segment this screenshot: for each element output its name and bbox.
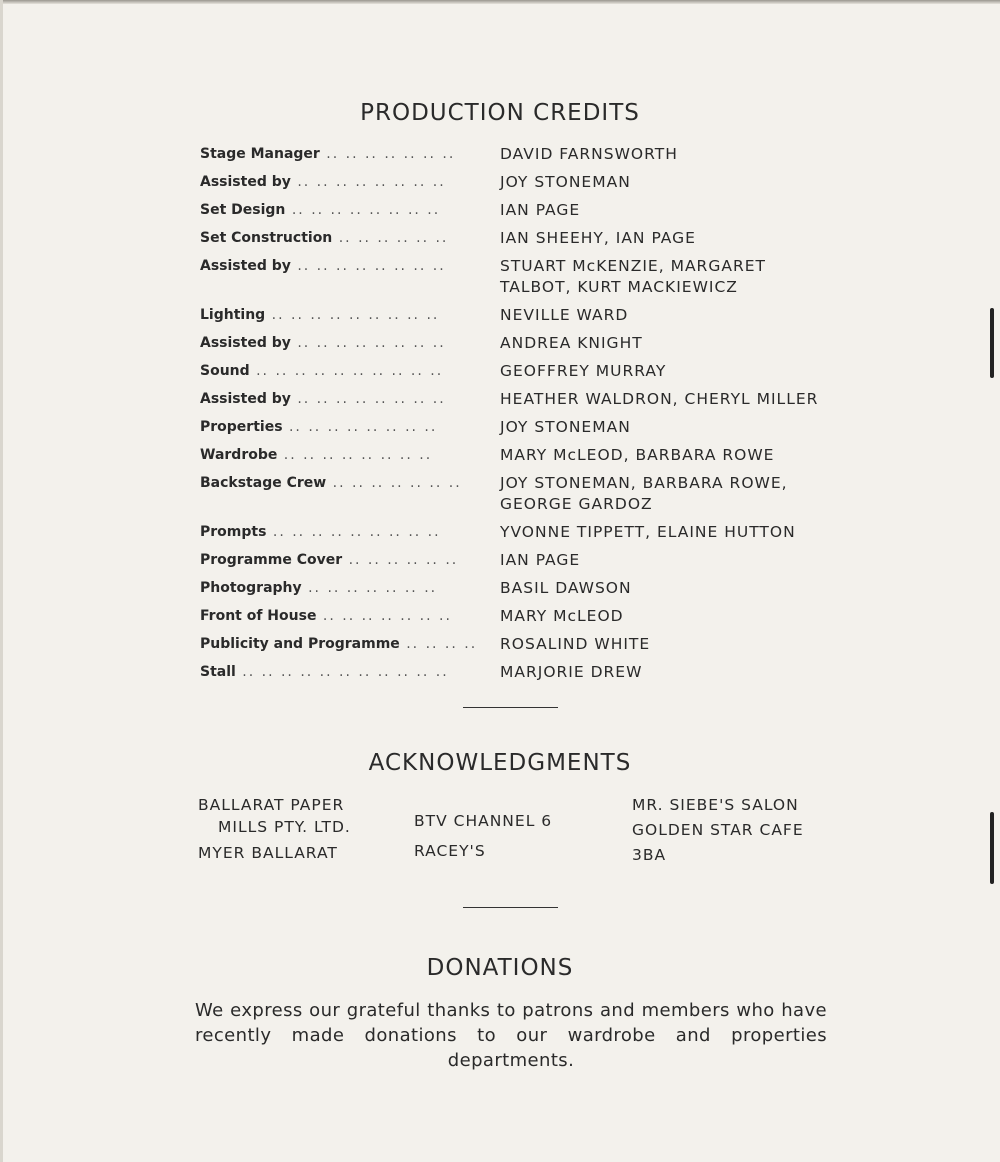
credit-role (200, 551, 500, 570)
leader-dots: .. .. .. .. .. .. .. .. .. (265, 307, 440, 323)
production-credits-list (200, 145, 840, 691)
acknowledgments-heading: ACKNOWLEDGMENTS (368, 750, 632, 776)
credit-role (200, 257, 500, 276)
credit-row (200, 257, 840, 298)
credit-role-label: Front of House (200, 608, 317, 624)
acknowledgment-item: BALLARAT PAPER (198, 796, 345, 814)
section-divider-1 (463, 707, 558, 708)
credit-name: MARJORIE DREW (500, 663, 643, 681)
acknowledgment-item: GOLDEN STAR CAFE (632, 821, 804, 839)
leader-dots: .. .. .. .. .. .. .. (316, 608, 452, 624)
credit-role-label: Assisted by (200, 335, 291, 351)
binding-mark-upper (990, 308, 994, 378)
credit-role (200, 173, 500, 192)
acknowledgment-item: MR. SIEBE'S SALON (632, 796, 799, 814)
page-left-edge (0, 0, 3, 1162)
credit-role-label: Assisted by (200, 391, 291, 407)
leader-dots: .. .. .. .. .. .. .. (319, 146, 456, 162)
credit-name: JOY STONEMAN, BARBARA ROWE, GEORGE GARDOZ (500, 474, 788, 513)
credit-row (200, 334, 840, 354)
acknowledgment-item: 3BA (632, 846, 667, 864)
leader-dots: .. .. .. .. .. .. .. .. .. (266, 524, 441, 540)
credit-role-label: Properties (200, 419, 283, 435)
credit-role-label: Sound (200, 363, 250, 379)
leader-dots: .. .. .. .. .. .. .. .. .. .. .. (235, 664, 449, 680)
credit-row (200, 362, 840, 382)
credit-role (200, 334, 500, 353)
credit-role (200, 579, 500, 598)
credit-name: IAN PAGE (500, 551, 581, 569)
credit-row (200, 173, 840, 193)
credit-role-label: Programme Cover (200, 552, 343, 568)
credit-role-label: Set Design (200, 202, 286, 218)
credit-role (200, 446, 500, 465)
credit-row (200, 474, 840, 515)
leader-dots: .. .. .. .. .. .. .. .. .. .. (249, 363, 444, 379)
credit-role-label: Assisted by (200, 174, 291, 190)
credit-row (200, 663, 840, 683)
credit-role (200, 523, 500, 542)
credit-role-label: Set Construction (200, 230, 333, 246)
credit-role (200, 306, 500, 325)
credit-role-label: Stall (200, 664, 236, 680)
credit-role-label: Lighting (200, 307, 266, 323)
leader-dots: .. .. .. .. .. .. .. .. (290, 258, 446, 274)
credit-name: MARY McLEOD (500, 607, 624, 625)
credit-name: STUART McKENZIE, MARGARET TALBOT, KURT MACKIEWICZ (500, 257, 766, 296)
credit-role-label: Assisted by (200, 258, 291, 274)
credit-name: MARY McLEOD, BARBARA ROWE (500, 446, 775, 464)
acknowledgment-item: BTV CHANNEL 6 (414, 812, 553, 830)
credit-name: BASIL DAWSON (500, 579, 632, 597)
credit-row (200, 523, 840, 543)
credit-role-label: Stage Manager (200, 146, 320, 162)
credit-role (200, 474, 500, 493)
credit-name: ANDREA KNIGHT (500, 334, 643, 352)
credit-name: JOY STONEMAN (500, 173, 631, 191)
page-top-edge (0, 0, 1000, 4)
donations-paragraph: We express our grateful thanks to patrons and members who have recently made donations to our wardrobe and properties departments. (195, 1000, 827, 1071)
leader-dots: .. .. .. .. .. .. .. .. (290, 391, 446, 407)
credit-role (200, 145, 500, 164)
leader-dots: .. .. .. .. .. .. .. .. (282, 419, 438, 435)
credit-row (200, 201, 840, 221)
leader-dots: .. .. .. .. .. .. (332, 230, 449, 246)
credit-role (200, 418, 500, 437)
credit-role (200, 663, 500, 682)
credit-name: JOY STONEMAN (500, 418, 631, 436)
credit-row (200, 446, 840, 466)
credit-name: IAN PAGE (500, 201, 581, 219)
credit-name: ROSALIND WHITE (500, 635, 651, 653)
credit-row (200, 229, 840, 249)
acknowledgment-item: MILLS PTY. LTD. (218, 818, 351, 836)
donations-heading: DONATIONS (426, 955, 574, 981)
credit-role (200, 362, 500, 381)
credit-role (200, 390, 500, 409)
leader-dots: .. .. .. .. (399, 636, 478, 652)
credit-name: GEOFFREY MURRAY (500, 362, 667, 380)
acknowledgments-column-2 (414, 806, 552, 866)
credit-name: NEVILLE WARD (500, 306, 629, 324)
credit-role (200, 229, 500, 248)
credit-name: YVONNE TIPPETT, ELAINE HUTTON (500, 523, 796, 541)
binding-mark-lower (990, 812, 994, 884)
credit-role-label: Wardrobe (200, 447, 278, 463)
credit-role-label: Publicity and Programme (200, 636, 400, 652)
leader-dots: .. .. .. .. .. .. (342, 552, 459, 568)
credit-name: DAVID FARNSWORTH (500, 145, 678, 163)
credit-name: IAN SHEEHY, IAN PAGE (500, 229, 696, 247)
acknowledgments-column-1 (198, 793, 351, 865)
credit-row (200, 306, 840, 326)
credit-role-label: Photography (200, 580, 302, 596)
credit-role (200, 201, 500, 220)
credit-role-label: Prompts (200, 524, 267, 540)
production-credits-heading: PRODUCTION CREDITS (360, 100, 640, 126)
credit-row (200, 418, 840, 438)
leader-dots: .. .. .. .. .. .. .. (301, 580, 438, 596)
acknowledgment-item: MYER BALLARAT (198, 844, 338, 862)
acknowledgment-item: RACEY'S (414, 842, 486, 860)
credit-role-label: Backstage Crew (200, 475, 327, 491)
leader-dots: .. .. .. .. .. .. .. .. (277, 447, 433, 463)
section-divider-2 (463, 907, 558, 908)
credit-row (200, 145, 840, 165)
credit-row (200, 579, 840, 599)
credit-row (200, 635, 840, 655)
acknowledgments-column-3 (632, 793, 804, 868)
credit-row (200, 551, 840, 571)
leader-dots: .. .. .. .. .. .. .. .. (285, 202, 441, 218)
leader-dots: .. .. .. .. .. .. .. (326, 475, 462, 491)
credit-role (200, 635, 500, 654)
credit-row (200, 607, 840, 627)
credit-role (200, 607, 500, 626)
leader-dots: .. .. .. .. .. .. .. .. (290, 335, 446, 351)
leader-dots: .. .. .. .. .. .. .. .. (290, 174, 446, 190)
credit-name: HEATHER WALDRON, CHERYL MILLER (500, 390, 819, 408)
credit-row (200, 390, 840, 410)
